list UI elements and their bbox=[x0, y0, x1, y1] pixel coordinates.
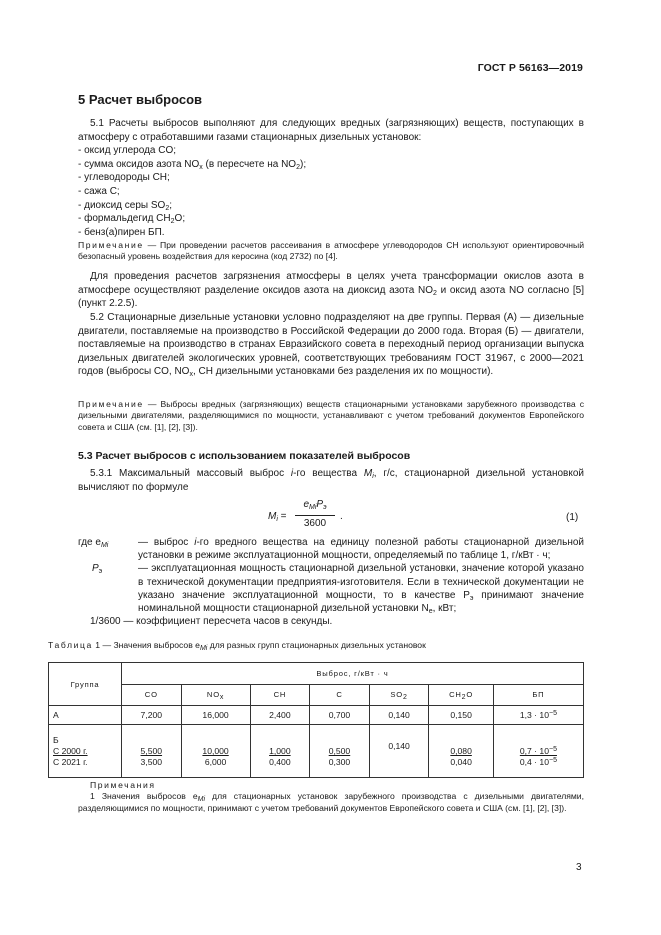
notes-label: Примечания bbox=[90, 780, 156, 790]
note-1: Примечание — При проведении расчетов рассеивания в атмосфере углеводородов CH используют ориентировочный безопасный уровень воздействия для керосина (код 2732) по [4]. bbox=[78, 240, 584, 262]
header-emission: Выброс, г/кВт · ч bbox=[122, 663, 584, 685]
substance-list bbox=[78, 144, 584, 239]
table-row: А 7,200 16,000 2,400 0,700 0,140 0,150 $1,3 \cdot 10^{-5}$ bbox=[49, 706, 584, 725]
list-item: - оксид углерода CO; bbox=[78, 145, 177, 157]
paragraph-5-2: 5.2 Стационарные дизельные установки условно подразделяют на две группы. Первая (А) — дизельные двигатели, поставляемые на производство в Российской Федерации до 2000 года. Вторая (Б) — двигатели, поставляемые на производство в странах Евразийского совета в переходный период организации выпуска дизельных двигателей экологических уровней, соответствующих требованиям ГОСТ 31967, с 2000—2021 годов (выбросы CO, $NO_x$, CH дизельными установками без разделения их по мощности). bbox=[78, 312, 584, 379]
list-item: - сажа C; bbox=[78, 185, 120, 197]
subsection-title: 5.3 Расчет выбросов с использованием показателей выбросов bbox=[78, 450, 411, 462]
fraction-bar bbox=[295, 515, 335, 516]
col-bp: БП bbox=[493, 684, 583, 706]
paragraph-nox-split: Для проведения расчетов загрязнения атмосферы в целях учета трансформации окислов азота в атмосфере осуществляют разделение оксидов азота на диоксид азота $NO_2$ и оксид азота NO согласно [5] (пункт 2.2.5). bbox=[78, 271, 585, 310]
col-so2: $SO_2$ bbox=[369, 684, 429, 706]
list-item: - формальдегид $CH_2O$; bbox=[78, 213, 186, 226]
paragraph-5-3-1: 5.3.1 Максимальный массовый выброс i-го вещества $M_i$, г/с, стационарной дизельной установкой вычисляют по формуле bbox=[78, 468, 584, 493]
page-number: 3 bbox=[576, 862, 582, 873]
section-5-1 bbox=[78, 117, 584, 239]
col-nox: $NO_x$ bbox=[181, 684, 250, 706]
col-ch: CH bbox=[250, 684, 310, 706]
emissions-table bbox=[48, 662, 584, 778]
list-item: - сумма оксидов азота $NO_x$ (в пересчете на $NO_2$); bbox=[78, 158, 307, 171]
table-notes bbox=[78, 780, 584, 814]
formula-definitions bbox=[78, 536, 584, 628]
table-row: Б С 2000 г. С 2021 г. 5,500 3,500 10,000 6,000 1,000 0,400 0,500 0,300 0,140 0,080 0,040 $0,7 \cdot 10^{-5}$ $0,4 \cdot 10^{-5}$ bbox=[49, 725, 584, 778]
definition-coefficient: 1/3600 — коэффициент пересчета часов в секунды. bbox=[90, 616, 333, 628]
table-caption: Таблица 1 — Значения выбросов $e_{Mi}$ для разных групп стационарных дизельных установок bbox=[48, 640, 426, 652]
formula-number: (1) bbox=[566, 512, 579, 523]
definition-p: $P_э$ — эксплуатационная мощность стационарной дизельной установки, значение которой указано в технической документации предприятия-изготовителя. Если в технической документации не указано значение эксплуатационной мощности, то в качестве $P_э$ принимают значение номинальной мощности стационарной дизельной установки $N_е$, кВт; bbox=[92, 563, 584, 616]
paragraph-5-1: 5.1 Расчеты выбросов выполняют для следующих вредных (загрязняющих) веществ, поступающих в атмосферу с отработавшими газами стационарных дизельных установок: bbox=[78, 118, 584, 143]
note-label: Примечание bbox=[78, 399, 144, 409]
list-item: - диоксид серы $SO_2$; bbox=[78, 199, 173, 212]
header-group: Группа bbox=[49, 663, 122, 706]
list-item: - бенз(а)пирен БП. bbox=[78, 226, 165, 238]
col-c: C bbox=[310, 684, 370, 706]
col-co: CO bbox=[122, 684, 182, 706]
note-item: 1 Значения выбросов $e_{Mi}$ для стационарных установок зарубежного производства с дизельными двигателями, разделяющимися по мощности, принимают с учетом требований документов Европейского совета и США (см. [1], [2], [3]). bbox=[78, 791, 584, 813]
note-2: Примечание — Выбросы вредных (загрязняющих) веществ стационарными установками зарубежного производства с дизельными двигателями, разделяющимися по мощности, устанавливают с учетом требований документов Европейского совета и США (см. [1], [2], [3]). bbox=[78, 399, 584, 432]
document-page: ГОСТ Р 56163—2019 5 Расчет выбросов 5.1 Расчеты выбросов выполняют для следующих вредных (загрязняющих) веществ, поступающих в атмосферу с отработавшими газами стационарных дизельных установок: - оксид углерода CO; - сумма оксидов азота $NO_x$ (в пересчете на $NO_2$); - углеводороды CH; - сажа C; - диоксид серы $SO_2$; - формальдегид $CH_2O$; - бенз(а)пирен БП. Примечание — При проведении расчетов рассеивания в атмосфере углеводородов CH используют ориентировочный безопасный уровень воздействия для керосина (код 2732) по [4]. Для проведения расчетов загрязнения атмосферы в целях учета трансформации окислов азота в атмосфере осуществляют разделение оксидов азота на диоксид азота $NO_2$ и оксид азота NO согласно [5] (пункт 2.2.5). 5.2 Стационарные дизельные установки условно подразделяют на две группы. Первая (А) — дизельные двигатели, поставляемые на производство в Российской Федерации до 2000 года. Вторая (Б) — двигатели, поставляемые на производство в странах Евразийского совета в переходный период организации выпуска дизельных двигателей экологических уровней, соответствующих требованиям ГОСТ 31967, с 2000—2021 годов (выбросы CO, $NO_x$, CH дизельными установками без разделения их по мощности). Примечание — Выбросы вредных (загрязняющих) веществ стационарными установками зарубежного производства с дизельными двигателями, разделяющимися по мощности, устанавливают с учетом требований документов Европейского совета и США (см. [1], [2], [3]). 5.3 Расчет выбросов с использованием показателей выбросов 5.3.1 Максимальный массовый выброс i-го вещества $M_i$, г/с, стационарной дизельной установкой вычисляют по формуле $M_i$ = $e_{Mi}P_э$ 3600 . (1) где $e_{Mi}$ — выброс i-го вредного вещества на единицу полезной работы стационарной дизельной установки в режиме эксплуатационной мощности, определяемый по таблице 1, г/кВт · ч; $P_э$ — эксплуатационная мощность стационарной дизельной установки, значение которой указано в технической документации предприятия-изготовителя. Если в технической документации не указано значение эксплуатационной мощности, то в качестве $P_э$ принимают значение номинальной мощности стационарной дизельной установки $N_е$, кВт; 1/3600 — коэффициент пересчета часов в секунды. Таблица 1 — Значения выбросов $e_{Mi}$ для разных групп стационарных дизельных установок Группа Выброс, г/кВт · ч CO $NO_x$ CH C $SO_2$ $CH_2O$ БП А 7,200 16,000 2,400 0,700 0,140 0,150 $1,3 \cdot 10^{-5}$ Б С 2000 г. С 2021 г. 5,500 3,500 10,000 6,000 1,000 0,400 0,500 0,300 0,140 0,080 0,040 $0,7 \cdot 10^{-5}$ $0,4 \cdot 10^{-5}$ Примечания 1 Значения выбросов $e_{Mi}$ для стационарных установок зарубежного производства с дизельными двигателями, разделяющимися по мощности, принимают с учетом требований документов Европейского совета и США (см. [1], [2], [3]). 3 bbox=[48, 62, 585, 873]
note-label: Примечание bbox=[78, 240, 144, 250]
list-item: - углеводороды CH; bbox=[78, 172, 170, 184]
section-title: 5 Расчет выбросов bbox=[78, 92, 203, 107]
standard-number: ГОСТ Р 56163—2019 bbox=[477, 62, 583, 74]
definition-e: где $e_{Mi}$ — выброс i-го вредного вещества на единицу полезной работы стационарной дизельной установки в режиме эксплуатационной мощности, определяемый по таблице 1, г/кВт · ч; bbox=[78, 537, 584, 562]
col-ch2o: $CH_2O$ bbox=[429, 684, 493, 706]
